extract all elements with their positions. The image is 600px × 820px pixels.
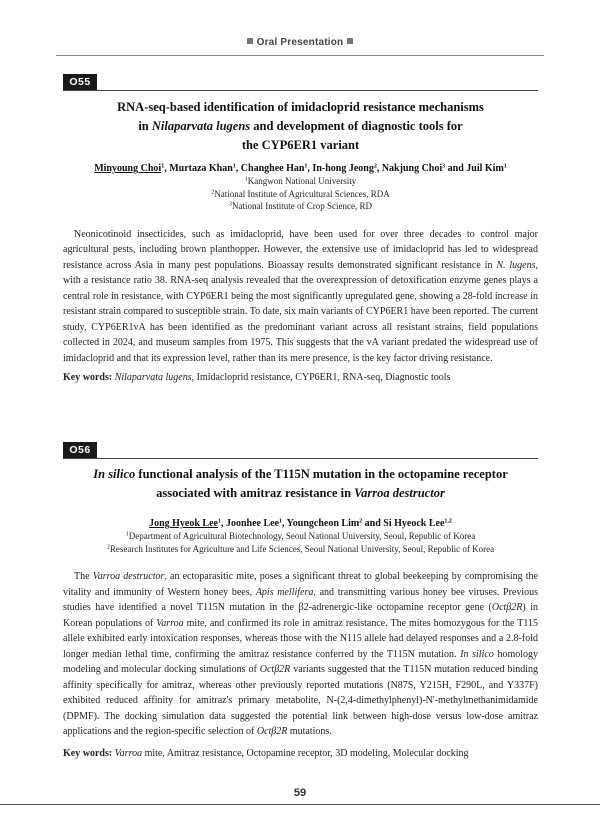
abstract-code-divider — [63, 90, 538, 91]
title-line: In silico functional analysis of the T115N mutation in the octopamine receptor — [93, 467, 508, 481]
footer-divider — [0, 804, 600, 805]
italic-text: Octβ2R — [256, 726, 288, 737]
author-name: Murtaza Khan — [169, 163, 233, 174]
square-bullet-icon — [247, 38, 253, 44]
author-affiliation-marker: 1 — [304, 163, 308, 170]
italic-text: Varroa destructor — [354, 486, 445, 500]
title-line: in Nilaparvata lugens and development of diagnostic tools for — [138, 119, 463, 133]
presenting-author: Minyoung Choi — [94, 163, 162, 174]
title-line: RNA-seq-based identification of imidacloprid resistance mechanisms — [117, 100, 484, 114]
abstract-title — [63, 98, 538, 155]
title-line: the CYP6ER1 variant — [241, 138, 360, 152]
affiliation-list — [63, 175, 538, 213]
italic-text: In silico — [460, 648, 494, 660]
italic-text: Octβ2R — [491, 602, 523, 613]
author-affiliation-marker: 2 — [359, 518, 363, 525]
italic-text: In silico — [93, 467, 136, 481]
author-affiliation-marker: 1 — [503, 163, 507, 170]
italic-text: Varroa destructor — [92, 571, 165, 582]
author-name: Si Hyeock Lee — [383, 518, 445, 529]
affiliation-line: $^3$National Institute of Crop Science, RD — [229, 201, 372, 211]
author-affiliation-marker: 1 — [279, 518, 283, 525]
author-name: In-hong Jeong — [312, 163, 374, 174]
italic-text: Octβ2R — [259, 664, 291, 675]
italic-text: N. lugens — [496, 259, 536, 271]
author-affiliation-marker: 3 — [442, 163, 446, 170]
presenting-author: Jong Hyeok Lee — [149, 518, 218, 529]
keywords — [63, 747, 538, 760]
abstract-code-divider — [63, 458, 538, 459]
author-list: Jong Hyeok Lee$^1$, Joonhee Lee$^1$, Youngcheon Lim$^2$ and Si Hyeock Lee$^{1,2}$ — [149, 518, 452, 529]
italic-text: Nilaparvata lugens — [151, 119, 251, 133]
affiliation-marker: 2 — [211, 189, 215, 195]
affiliation-marker: 1 — [125, 531, 129, 538]
affiliation-line: $^2$National Institute of Agricultural Sciences, RDA — [211, 188, 390, 199]
author-affiliation-marker: 2 — [373, 163, 377, 170]
square-bullet-icon — [347, 38, 353, 44]
italic-text: Apis mellifera, — [255, 586, 316, 598]
page-number: 59 — [293, 787, 307, 799]
affiliation-line: $^2$Research Institutes for Agriculture and Life Sciences, Seoul National University, Seoul, Republic of Korea — [106, 543, 495, 554]
author-affiliation-marker: 1,2 — [444, 518, 452, 525]
keywords-label: Key words: — [63, 747, 113, 759]
title-line: associated with amitraz resistance in Varroa destructor — [156, 486, 445, 500]
abstract-body: Neonicotinoid insecticides, such as imidacloprid, have been used for over three decades to control major agricultural pests, including brown planthopper. However, the extensive use of imidacloprid has led to widespread resistance across Asia in many pest populations. Bioassay results demonstrated significant resistance in N. lugens, with a resistance ratio 38. RNA-seq analysis revealed that the overexpression of detoxification enzyme genes plays a central role in resistance, with CYP6ER1 being the most significantly upregulated gene, showing a 28-fold increase in resistant strain compared to susceptible strain. To date, six main variants of CYP6ER1 have been reported. The current study, CYP6ER1vA has been identified as the predominant variant across all resistant strains, field populations collected in 2024, and museum samples from 1975. This suggests that the vA variant predated the widespread use of imidacloprid and that its expression level, rather than its mere presence, is the key factor driving resistance. — [63, 228, 538, 364]
keywords — [63, 371, 538, 384]
keywords-label: Key words: — [63, 372, 113, 383]
affiliation-marker: 3 — [229, 201, 232, 208]
author-affiliation-marker: 1 — [232, 163, 236, 170]
abstract-o55 — [63, 74, 538, 384]
keywords-list: Nilaparvata lugens, Imidacloprid resistance, CYP6ER1, RNA-seq, Diagnostic tools — [114, 372, 451, 383]
affiliation-line: $^1$Kangwon National University — [244, 176, 357, 186]
affiliation-line: $^1$Department of Agricultural Biotechnology, Seoul National University, Seoul, Republic of Korea — [125, 531, 476, 541]
italic-text: Nilaparvata lugens — [114, 372, 192, 383]
author-affiliation-marker: 1 — [161, 163, 165, 170]
author-name: Joonhee Lee — [225, 518, 280, 529]
author-list: Minyoung Choi$^1$, Murtaza Khan$^1$, Changhee Han$^1$, In-hong Jeong$^2$, Nakjung Choi$^3$ and Juil Kim$^1$ — [94, 163, 507, 174]
header-divider — [56, 55, 544, 56]
abstract-code-row — [63, 74, 538, 90]
author-affiliation-marker: 1 — [217, 518, 221, 525]
abstract-title — [63, 465, 538, 503]
author-name: Nakjung Choi — [381, 163, 443, 174]
section-header — [0, 37, 600, 48]
italic-text: Varroa — [114, 747, 143, 759]
italic-text: Varroa — [156, 617, 184, 629]
abstract-body: The Varroa destructor, an ectoparasitic mite, poses a significant threat to global beekeeping by compromising the vitality and immunity of Western honey bees, Apis mellifera, and transmitting various honey bee viruses. Previous studies have identified a novel T115N mutation in the β2-adrenergic-like octopamine receptor gene (Octβ2R) in Korean populations of Varroa mite, and confirmed its role in amitraz resistance. The mites homozygous for the T115 allele exhibited early intoxication responses, whereas those with the N115 allele had delayed responses and a 2.8-fold longer median lethal time, confirming the amitraz resistance conferred by the T115N mutation. In silico homology modeling and molecular docking simulations of Octβ2R variants suggested that the T115N mutation reduced binding affinity specifically for amitraz, whereas other previously reported mutations (N87S, Y215H, F290L, and Y337F) exhibited reduced affinity for amitraz's primary metabolite, N-(2,4-dimethylphenyl)-N'-methylmethanimidamide (DPMF). The docking simulation data suggested the potential link between high-dose versus low-dose amitraz applications and the region-specific selection of Octβ2R mutations. — [63, 571, 539, 737]
abstract-code-badge: O55 — [63, 74, 97, 90]
author-name: Youngcheon Lim — [286, 518, 360, 529]
abstract-code-badge: O56 — [63, 442, 97, 458]
abstract-o56 — [63, 442, 538, 760]
affiliation-marker: 1 — [244, 176, 248, 183]
keywords-list: Varroa mite, Amitraz resistance, Octopamine receptor, 3D modeling, Molecular docking — [114, 747, 469, 759]
affiliation-marker: 2 — [106, 544, 110, 550]
affiliation-list — [63, 530, 538, 555]
author-name: Changhee Han — [240, 163, 305, 174]
author-name: Juil Kim — [466, 163, 504, 174]
abstract-code-row — [63, 442, 538, 458]
section-header-label: Oral Presentation — [256, 37, 344, 48]
